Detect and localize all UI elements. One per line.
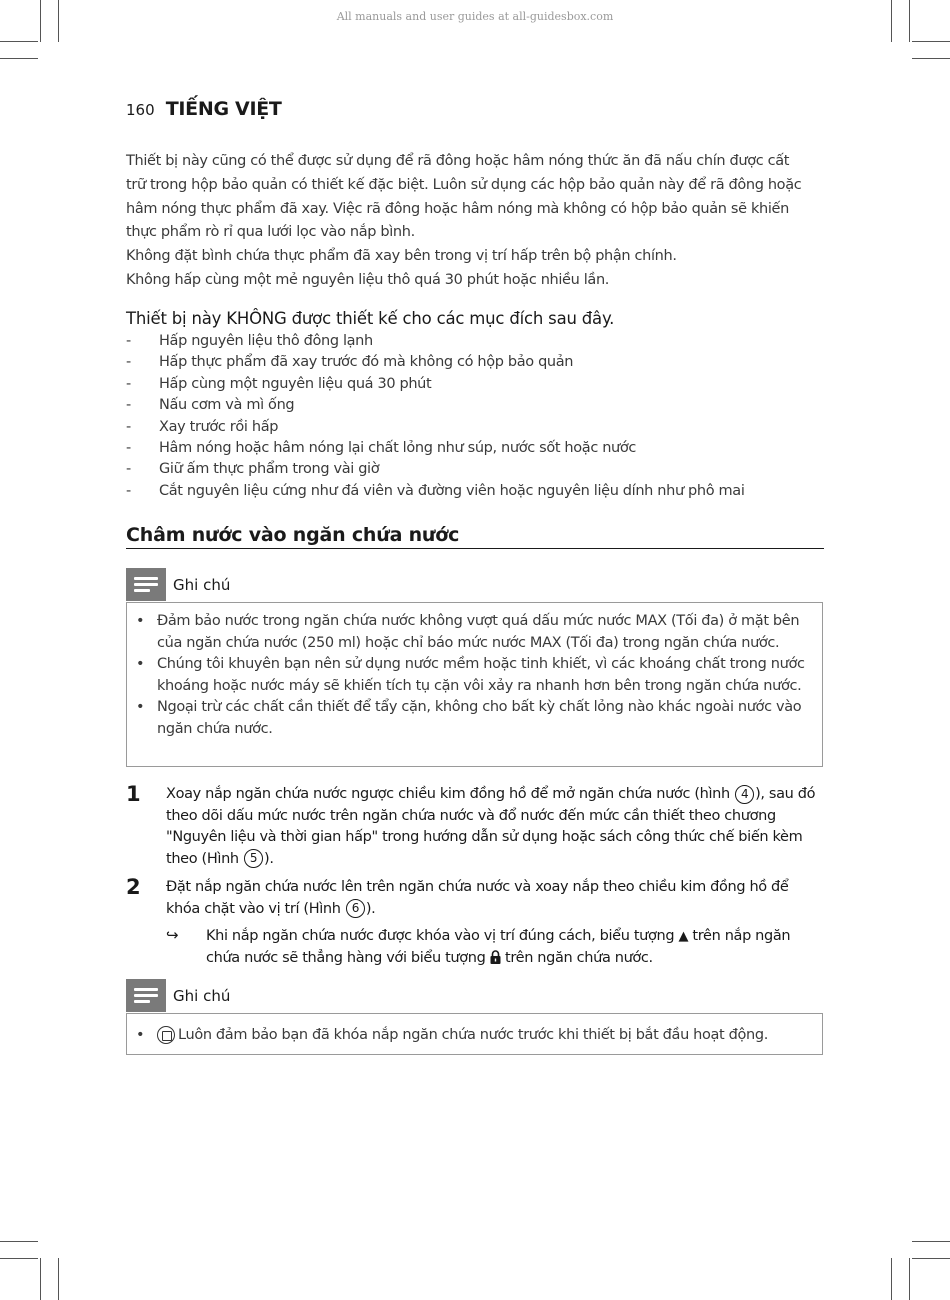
crop-mark [909, 1258, 910, 1300]
step-text: Xoay nắp ngăn chứa nước ngược chiều kim đồng hồ để mở ngăn chứa nước (hình 4 ), sau đó theo dõi dấu mức nước trên ngăn chứa nước và đổ nước đến mức cần thiết theo chương "Nguyên liệu và thời gian hấp" trong hướng dẫn sử dụng hoặc sách công thức chế biến kèm theo (Hình 5 ). [166, 786, 816, 867]
note-header [126, 568, 230, 601]
not-for-list [126, 331, 826, 502]
page-header [126, 98, 282, 120]
figure-ref: 4 [735, 785, 754, 804]
note-item: • Ngoại trừ các chất cần thiết để tẩy cặn, không cho bất kỳ chất lỏng nào khác ngoài nước vào ngăn chứa nước. [136, 699, 802, 737]
crop-mark [912, 58, 950, 59]
note-box [126, 1013, 823, 1055]
note-box [126, 602, 823, 767]
list-item: - Hâm nóng hoặc hâm nóng lại chất lỏng như súp, nước sốt hoặc nước [126, 440, 637, 457]
crop-mark [40, 0, 41, 42]
not-for-title: Thiết bị này KHÔNG được thiết kế cho các mục đích sau đây. [126, 309, 615, 328]
language-title: TIẾNG VIỆT [165, 98, 282, 120]
list-item: - Hấp thực phẩm đã xay trước đó mà không có hộp bảo quản [126, 354, 574, 371]
crop-mark [58, 1258, 59, 1300]
page-number: 160 [126, 101, 155, 119]
crop-mark [0, 1241, 38, 1242]
intro-line: Không đặt bình chứa thực phẩm đã xay bên trong vị trí hấp trên bộ phận chính. [126, 248, 677, 265]
note-icon [126, 568, 166, 601]
note-item: • Luôn đảm bảo bạn đã khóa nắp ngăn chứa nước trước khi thiết bị bắt đầu hoạt động. [136, 1027, 768, 1043]
intro-line: Không hấp cùng một mẻ nguyên liệu thô quá 30 phút hoặc nhiều lần. [126, 271, 610, 288]
triangle-icon: ▲ [678, 929, 689, 944]
crop-mark [912, 1241, 950, 1242]
crop-mark [891, 1258, 892, 1300]
step-number: 1 [126, 782, 141, 806]
note-item: • Đảm bảo nước trong ngăn chứa nước không vượt quá dấu mức nước MAX (Tối đa) ở mặt bên của ngăn chứa nước (250 ml) hoặc chỉ báo mức nước MAX (Tối đa) trong ngăn chứa nước. [136, 613, 800, 651]
note-header [126, 979, 230, 1012]
note-label: Ghi chú [173, 575, 231, 594]
list-item: - Nấu cơm và mì ống [126, 397, 295, 414]
crop-mark [40, 1258, 41, 1300]
crop-mark [58, 0, 59, 42]
list-item: - Giữ ấm thực phẩm trong vài giờ [126, 461, 380, 478]
crop-mark [0, 41, 38, 42]
crop-mark [0, 58, 38, 59]
crop-mark [891, 0, 892, 42]
intro-line: thực phẩm rò rỉ qua lưới lọc vào nắp bình. [126, 224, 415, 241]
note-item: • Chúng tôi khuyên bạn nên sử dụng nước mềm hoặc tinh khiết, vì các khoáng chất trong nước khoáng hoặc nước máy sẽ khiến tích tụ cặn vôi xảy ra nhanh hơn bên trong ngăn chứa nước. [136, 656, 805, 694]
result-arrow-icon: ↪ [166, 926, 179, 944]
intro-text [126, 150, 826, 293]
heat-icon [157, 1026, 175, 1044]
list-item: - Hấp cùng một nguyên liệu quá 30 phút [126, 375, 432, 392]
intro-line: hâm nóng thực phẩm đã xay. Việc rã đông hoặc hâm nóng mà không có hộp bảo quản sẽ khiến [126, 200, 789, 217]
figure-ref: 6 [346, 899, 365, 918]
crop-mark [0, 1258, 38, 1259]
steps-list [126, 784, 826, 976]
list-item: - Hấp nguyên liệu thô đông lạnh [126, 333, 373, 349]
note-label: Ghi chú [173, 986, 231, 1005]
figure-ref: 5 [244, 849, 263, 868]
step-2 [126, 877, 826, 969]
step-result: ↪ Khi nắp ngăn chứa nước được khóa vào vị trí đúng cách, biểu tượng ▲ trên nắp ngăn chứa nước sẽ thẳng hàng với biểu tượng trên ngăn chứa nước. [166, 926, 791, 966]
step-1 [126, 784, 826, 870]
step-text: Đặt nắp ngăn chứa nước lên trên ngăn chứa nước và xoay nắp theo chiều kim đồng hồ để khóa chặt vào vị trí (Hình 6 ). [166, 879, 789, 917]
crop-mark [912, 41, 950, 42]
step-number: 2 [126, 875, 141, 899]
list-item: - Xay trước rồi hấp [126, 418, 279, 435]
crop-mark [912, 1258, 950, 1259]
intro-line: Thiết bị này cũng có thể được sử dụng để rã đông hoặc hâm nóng thức ăn đã nấu chín được cất [126, 153, 790, 169]
intro-line: trữ trong hộp bảo quản có thiết kế đặc biệt. Luôn sử dụng các hộp bảo quản này để rã đông hoặc [126, 176, 802, 193]
watermark: All manuals and user guides at all-guidesbox.com [336, 10, 614, 23]
note-icon [126, 979, 166, 1012]
list-item: - Cắt nguyên liệu cứng như đá viên và đường viên hoặc nguyên liệu dính như phô mai [126, 482, 745, 499]
section-title: Châm nước vào ngăn chứa nước [126, 524, 824, 549]
lock-icon [490, 950, 501, 964]
crop-mark [909, 0, 910, 42]
